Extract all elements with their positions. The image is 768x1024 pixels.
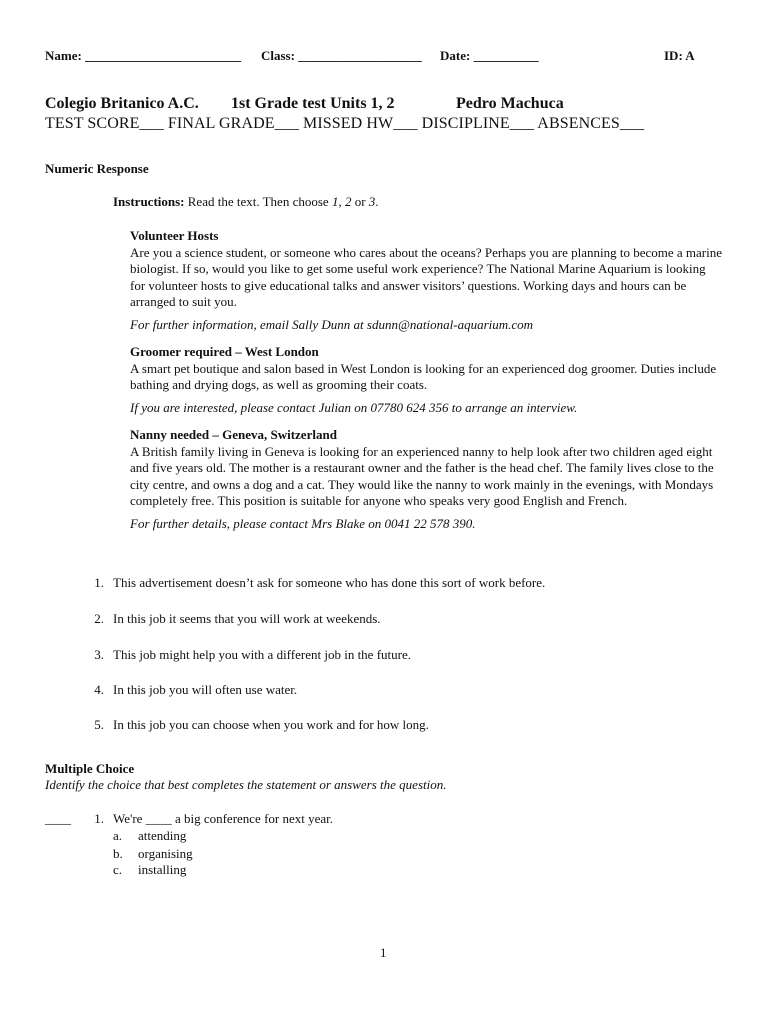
advertisement-volunteer-hosts — [130, 228, 722, 334]
class-field-label: Class: ___________________ — [261, 48, 422, 63]
choice-text: organising — [138, 846, 193, 861]
question-text: In this job you will often use water. — [113, 682, 298, 697]
multiple-choice-heading: Multiple Choice — [45, 761, 135, 776]
score-line: TEST SCORE___ FINAL GRADE___ MISSED HW___ DISCIPLINE___ ABSENCES___ — [45, 115, 645, 132]
ad-body: A smart pet boutique and salon based in West London is looking for an experienced dog groomer. Duties include bathing and drying dogs, as well as grooming their coats. — [130, 360, 717, 393]
question-text: This advertisement doesn’t ask for someone who has done this sort of work before. — [113, 575, 546, 590]
instructions-text: Read the text. Then choose — [184, 194, 332, 209]
instructions-sep-1: , — [338, 194, 345, 209]
choice-letter: c. — [113, 862, 123, 877]
date-field-label: Date: __________ — [440, 48, 539, 63]
choice-text: installing — [138, 862, 187, 877]
test-name: 1st Grade test Units 1, 2 — [231, 95, 395, 112]
ad-title: Volunteer Hosts — [130, 228, 219, 243]
name-field-label: Name: ________________________ — [45, 48, 242, 63]
choice-letter: a. — [113, 828, 123, 843]
choice-a — [0, 828, 768, 846]
teacher-name: Pedro Machuca — [456, 95, 564, 112]
instructions-end: . — [375, 194, 379, 209]
ad-contact: If you are interested, please contact Julian on 07780 624 356 to arrange an interview. — [130, 399, 578, 415]
instructions-option-3: 3 — [368, 194, 376, 209]
question-number: 1. — [94, 811, 104, 826]
instructions-option-1: 1 — [331, 194, 339, 209]
advertisement-groomer — [130, 344, 722, 416]
question-number: 2. — [94, 611, 104, 626]
answer-blank[interactable]: ____ — [45, 811, 71, 826]
question-text: We're ____ a big conference for next year. — [113, 811, 334, 826]
ad-body: Are you a science student, or someone who cares about the oceans? Perhaps you are planning to become a marine biologist. If so, would you like to get some useful work experience? The National Marine Aquarium is looking for volunteer hosts to give educational talks and answer visitors’ questions. Working days and hours can be arranged to suit you. — [130, 244, 723, 310]
ad-body: A British family living in Geneva is looking for an experienced nanny to help look after two children aged eight and five years old. The mother is a restaurant owner and the father is the head chef. The family lives close to the city centre, and owns a dog and a cat. They would like the nanny to work mainly in the evenings, with Mondays completely free. This position is suitable for anyone who speaks very good English and French. — [130, 443, 714, 509]
multiple-choice-instructions: Identify the choice that best completes the statement or answers the question. — [45, 777, 447, 792]
ad-title: Groomer required – West London — [130, 344, 319, 359]
school-name: Colegio Britanico A.C. — [45, 95, 199, 112]
question-text: In this job it seems that you will work at weekends. — [113, 611, 381, 626]
choice-text: attending — [138, 828, 187, 843]
test-id-label: ID: A — [664, 48, 695, 63]
choice-c — [0, 862, 768, 880]
instructions-label: Instructions: — [113, 194, 185, 209]
advertisement-nanny — [130, 427, 722, 533]
ad-title: Nanny needed – Geneva, Switzerland — [130, 427, 337, 442]
question-number: 5. — [94, 717, 104, 732]
ad-contact: For further information, email Sally Dunn at sdunn@national-aquarium.com — [130, 316, 534, 332]
question-number: 3. — [94, 647, 104, 662]
instructions — [113, 194, 379, 210]
instructions-option-2: 2 — [344, 194, 352, 209]
ad-contact: For further details, please contact Mrs Blake on 0041 22 578 390. — [130, 515, 476, 531]
choice-letter: b. — [113, 846, 123, 861]
instructions-sep-2: or — [351, 194, 369, 209]
question-number: 1. — [94, 575, 104, 590]
numeric-response-heading: Numeric Response — [45, 161, 149, 176]
question-text: In this job you can choose when you work and for how long. — [113, 717, 429, 732]
question-text: This job might help you with a different job in the future. — [113, 647, 411, 662]
question-number: 4. — [94, 682, 104, 697]
page-number: 1 — [380, 945, 387, 960]
